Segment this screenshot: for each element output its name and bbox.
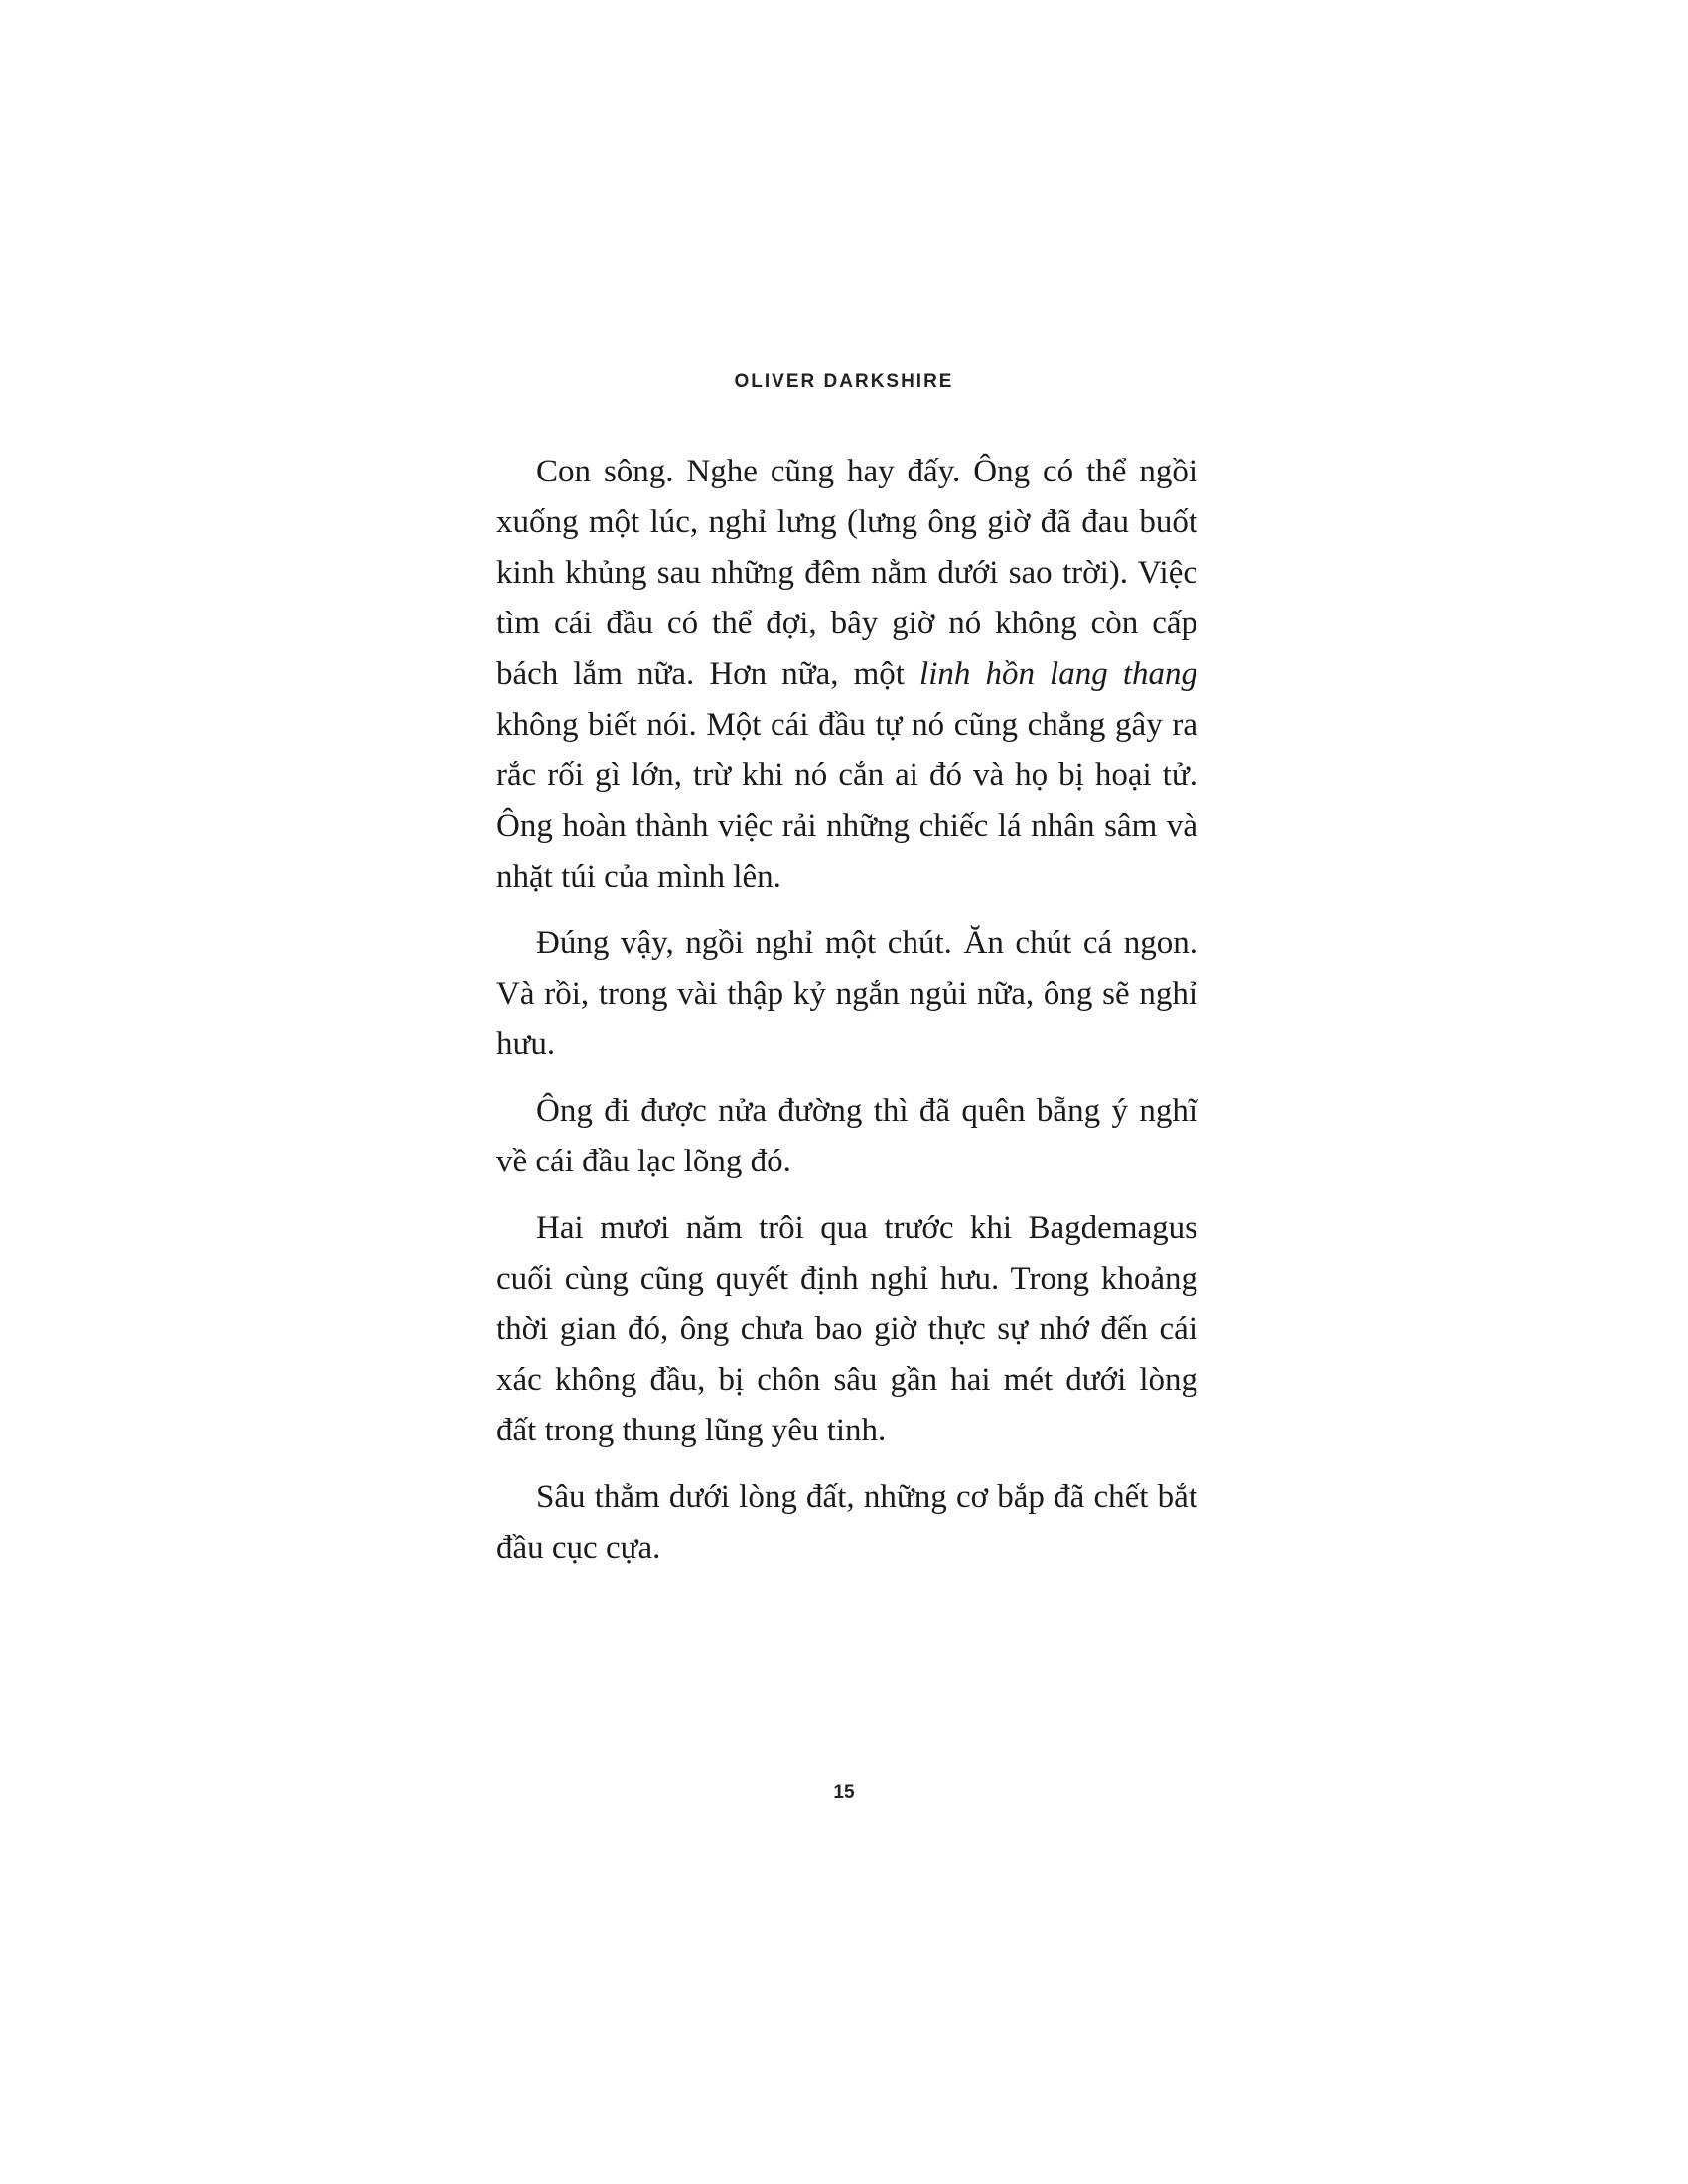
paragraph-5: Sâu thẳm dưới lòng đất, những cơ bắp đã chết bắt đầu cục cựa. [496,1479,1197,1566]
paragraph-2: Đúng vậy, ngồi nghỉ một chút. Ăn chút cá ngon. Và rồi, trong vài thập kỷ ngắn ngủi nữa, ông sẽ nghỉ hưu. [496,925,1197,1062]
paragraph-1 [496,447,1197,902]
paragraph-1-italic-phrase: linh hồn lang thang [919,656,1197,692]
body-text [496,447,1197,1589]
running-head-author: OLIVER DARKSHIRE [734,371,954,392]
paragraph-3: Ông đi được nửa đường thì đã quên bẵng ý nghĩ về cái đầu lạc lõng đó. [496,1093,1197,1179]
paragraph-1-text-start: Con sông. Nghe cũng hay đấy. Ông có thể ngồi xuống một lúc, nghỉ lưng (lưng ông giờ đã đau buốt kinh khủng sau những đêm nằm dưới sao trời). Việc tìm cái đầu có thể đợi, bây giờ nó không còn cấp bách lắm nữa. Hơn nữa, một [496,454,1197,692]
paragraph-4: Hai mươi năm trôi qua trước khi Bagdemagus cuối cùng cũng quyết định nghỉ hưu. Trong khoảng thời gian đó, ông chưa bao giờ thực sự nhớ đến cái xác không đầu, bị chôn sâu gần hai mét dưới lòng đất trong thung lũng yêu tinh. [496,1210,1197,1448]
paragraph-1-text-end: không biết nói. Một cái đầu tự nó cũng chẳng gây ra rắc rối gì lớn, trừ khi nó cắn ai đó và họ bị hoại tử. Ông hoàn thành việc rải những chiếc lá nhân sâm và nhặt túi của mình lên. [496,707,1197,894]
page-number: 15 [833,1782,855,1803]
